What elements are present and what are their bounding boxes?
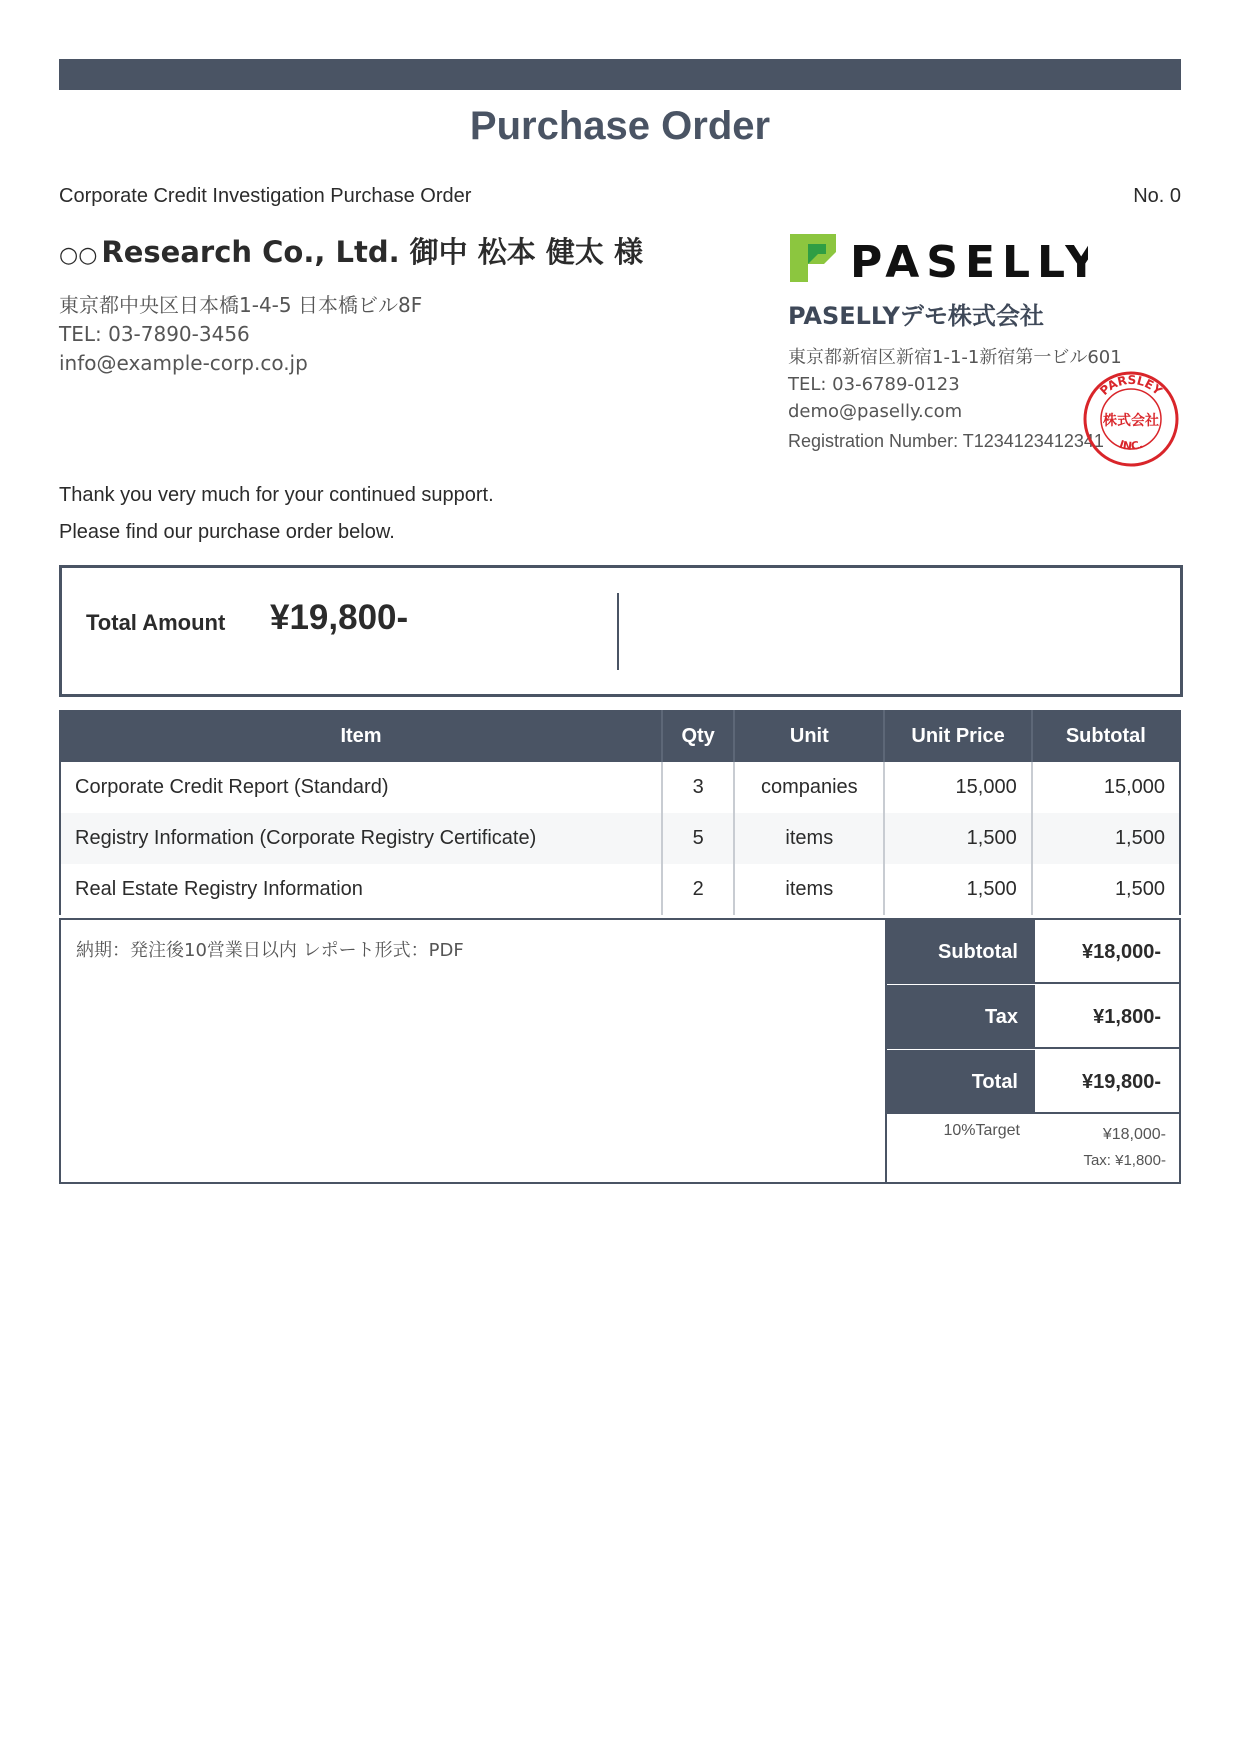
total-amount-label: Total Amount: [86, 610, 226, 635]
cell-item: Registry Information (Corporate Registry Certificate): [60, 813, 662, 864]
cell-item: Corporate Credit Report (Standard): [75, 776, 389, 798]
tax-target-detail: [1083, 1122, 1166, 1174]
cell-qty: 2: [662, 864, 734, 915]
seal-bottom-text: INC.: [1117, 437, 1145, 453]
summary-subtotal-label: Subtotal: [887, 920, 1033, 984]
header-qty: Qty: [662, 710, 734, 762]
cell-unit: items: [734, 864, 884, 915]
items-table: [59, 710, 1181, 915]
seal-top-text: PARSLEY: [1097, 372, 1165, 398]
logo-wordmark: PASELLY: [850, 237, 1088, 285]
issuer-name: PASELLYデモ株式会社: [788, 302, 1044, 330]
client-name-text: Research Co., Ltd. 御中 松本 健太 様: [101, 235, 643, 269]
table-row: [60, 813, 1180, 864]
client-name: [59, 230, 643, 271]
client-name-prefix: ○○: [59, 243, 98, 268]
cell-subtotal: 1,500: [1032, 864, 1180, 915]
cell-qty: 3: [662, 762, 734, 813]
client-info: [59, 291, 422, 378]
summary-total-value: ¥19,800-: [1033, 1050, 1181, 1114]
tax-target-value: ¥18,000-: [1102, 1126, 1166, 1143]
total-amount-value: ¥19,800-: [270, 598, 409, 637]
header-item: Item: [60, 710, 662, 762]
table-header-row: [60, 710, 1180, 762]
header-unit: Unit: [734, 710, 884, 762]
summary-total-row: [887, 1050, 1181, 1114]
delivery-note: 納期：発注後10営業日以内 レポート形式：PDF: [76, 940, 464, 961]
issuer-info: [788, 344, 1122, 425]
greeting-line-1: Thank you very much for your continued support.: [59, 484, 494, 506]
issuer-address: 東京都新宿区新宿1-1-1新宿第一ビル601: [788, 347, 1122, 368]
table-row: [60, 762, 1180, 813]
total-amount-box: [59, 565, 1183, 697]
greeting-line-2: Please find our purchase order below.: [59, 521, 395, 543]
notes-and-summary: [59, 918, 1181, 1184]
cell-item: Real Estate Registry Information: [75, 878, 363, 900]
seal-center-text: 株式会社: [1103, 413, 1159, 429]
summary-total-label: Total: [887, 1050, 1033, 1114]
paselly-logo: [788, 230, 1088, 285]
table-row: [60, 864, 1180, 915]
document-number: No. 0: [1133, 185, 1181, 207]
total-box-divider: [617, 593, 619, 670]
summary-subtotal-row: [887, 920, 1181, 984]
summary-subtotal-value: ¥18,000-: [1033, 920, 1181, 984]
summary-panel: [885, 920, 1181, 1182]
tax-target-tax: Tax: ¥1,800-: [1083, 1152, 1166, 1169]
client-tel: TEL: 03-7890-3456: [59, 322, 250, 346]
cell-subtotal: 1,500: [1032, 813, 1180, 864]
cell-unit: companies: [734, 762, 884, 813]
cell-qty: 5: [662, 813, 734, 864]
cell-unit-price: 1,500: [884, 813, 1031, 864]
top-accent-bar: [59, 59, 1181, 90]
registration-number: Registration Number: T1234123412341: [788, 431, 1104, 451]
cell-subtotal: 15,000: [1032, 762, 1180, 813]
cell-unit-price: 15,000: [884, 762, 1031, 813]
logo-mark-icon: [788, 230, 1088, 285]
client-email: info@example-corp.co.jp: [59, 351, 308, 375]
summary-tax-value: ¥1,800-: [1033, 985, 1181, 1049]
svg-text:PARSLEY: [1097, 373, 1165, 398]
document-subtitle: Corporate Credit Investigation Purchase Order: [59, 185, 472, 207]
client-address: 東京都中央区日本橋1-4-5 日本橋ビル8F: [59, 293, 423, 317]
page-title: Purchase Order: [469, 104, 771, 148]
tax-target-label: 10%Target: [943, 1122, 1020, 1139]
company-seal-stamp: [1082, 370, 1180, 468]
summary-tax-row: [887, 985, 1181, 1049]
cell-unit-price: 1,500: [884, 864, 1031, 915]
header-subtotal: Subtotal: [1032, 710, 1180, 762]
summary-tax-label: Tax: [887, 985, 1033, 1049]
issuer-email: demo@paselly.com: [788, 401, 963, 422]
issuer-tel: TEL: 03-6789-0123: [788, 374, 960, 395]
greeting: [59, 477, 494, 551]
cell-unit: items: [734, 813, 884, 864]
header-unit-price: Unit Price: [884, 710, 1031, 762]
svg-text:INC.: [1118, 438, 1145, 453]
